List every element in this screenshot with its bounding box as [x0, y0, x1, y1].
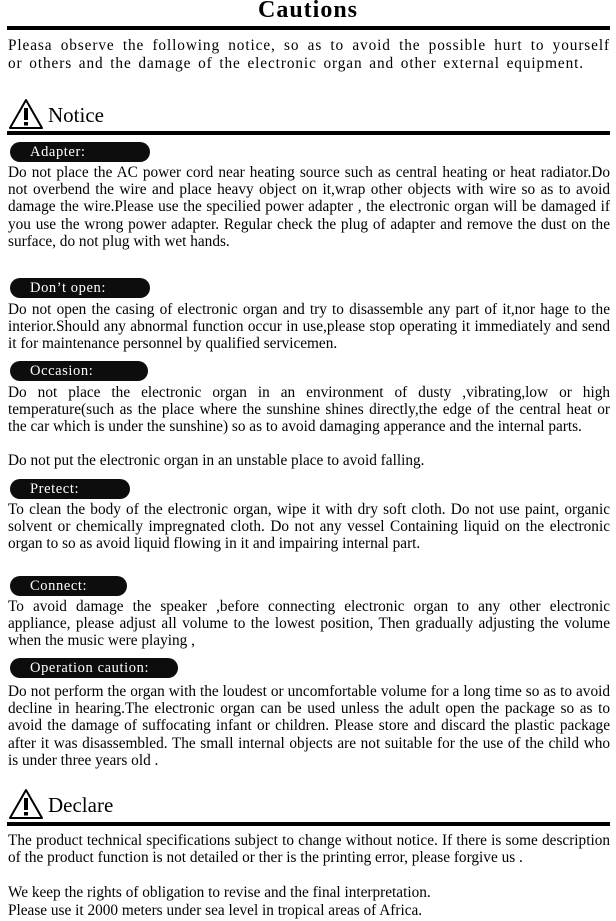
notice-divider [7, 131, 610, 135]
adapter-paragraph: Do not place the AC power cord near heating source such as central heating or heat radiator.Do not overbend the wire and place heavy object on it,wrap other objects with wire so as to avoid damage the wire.Please use the specilied power adapter , the electronic organ will be damaged if you use the wrong power adapter. Regular check the plug of adapter and remove the dust on the surface, do not plug with wet hands. [8, 164, 610, 250]
declare-divider [7, 822, 610, 826]
warning-icon [8, 788, 44, 820]
pretect-paragraph: To clean the body of the electronic organ, wipe it with dry soft cloth. Do not use paint, organic solvent or chemically impregnated cloth. Do not any vessel Containing liquid on the electronic organ to so as avoid liquid flowing in it and impairing internal part. [8, 501, 610, 553]
page-title: Cautions [257, 0, 359, 23]
intro-paragraph: Pleasa observe the following notice, so as to avoid the possible hurt to yourself or others and the damage of the electronic organ and other external equipment. [8, 37, 610, 72]
dont-open-paragraph: Do not open the casing of electronic organ and try to disassemble any part of it,nor hage to the interior.Should any abnormal function occur in use,please stop operating it immediately and send it for maintenance personnel by qualified servicemen. [8, 301, 610, 353]
section-label-connect: Connect: [10, 576, 127, 596]
section-label-adapter: Adapter: [10, 142, 150, 162]
occasion-paragraph: Do not place the electronic organ in an environment of dusty ,vibrating,low or high temperature(such as the place where the sunshine shines directly,the edge of the central heat or the car which is under the sunshine) so as to avoid damaging apperance and the internal parts. [8, 384, 610, 436]
occasion-paragraph-2: Do not put the electronic organ in an unstable place to avoid falling. [8, 452, 425, 469]
warning-icon [8, 98, 44, 130]
connect-paragraph: To avoid damage the speaker ,before connecting electronic organ to any other electronic appliance, please adjust all volume to the lowest position, Then gradually adjusting the volume when the music were playing , [8, 598, 610, 650]
declare-paragraph-2: We keep the rights of obligation to revise and the final interpretation. [8, 884, 431, 901]
section-label-operation-caution: Operation caution: [10, 658, 178, 678]
title-divider [7, 26, 610, 30]
operation-caution-paragraph: Do not perform the organ with the loudest or uncomfortable volume for a long time so as to avoid decline in hearing.The electronic organ can be used unless the adult open the package so as to avoid the damage of suffocating infant or children. Please store and discard the plastic package after it was disassembled. The small internal objects are not suitable for the use of the child who is under three years old . [8, 683, 610, 769]
notice-heading-label: Notice [48, 103, 104, 127]
declare-paragraph-3: Please use it 2000 meters under sea level in tropical areas of Africa. [8, 902, 423, 919]
section-label-pretect: Pretect: [10, 479, 130, 499]
section-label-dont-open: Don’t open: [10, 278, 150, 298]
declare-paragraph: The product technical specifications subject to change without notice. If there is some description of the product function is not detailed or ther is the printing error, please forgive us . [8, 832, 610, 867]
declare-heading-label: Declare [48, 793, 114, 817]
section-label-occasion: Occasion: [10, 361, 148, 381]
